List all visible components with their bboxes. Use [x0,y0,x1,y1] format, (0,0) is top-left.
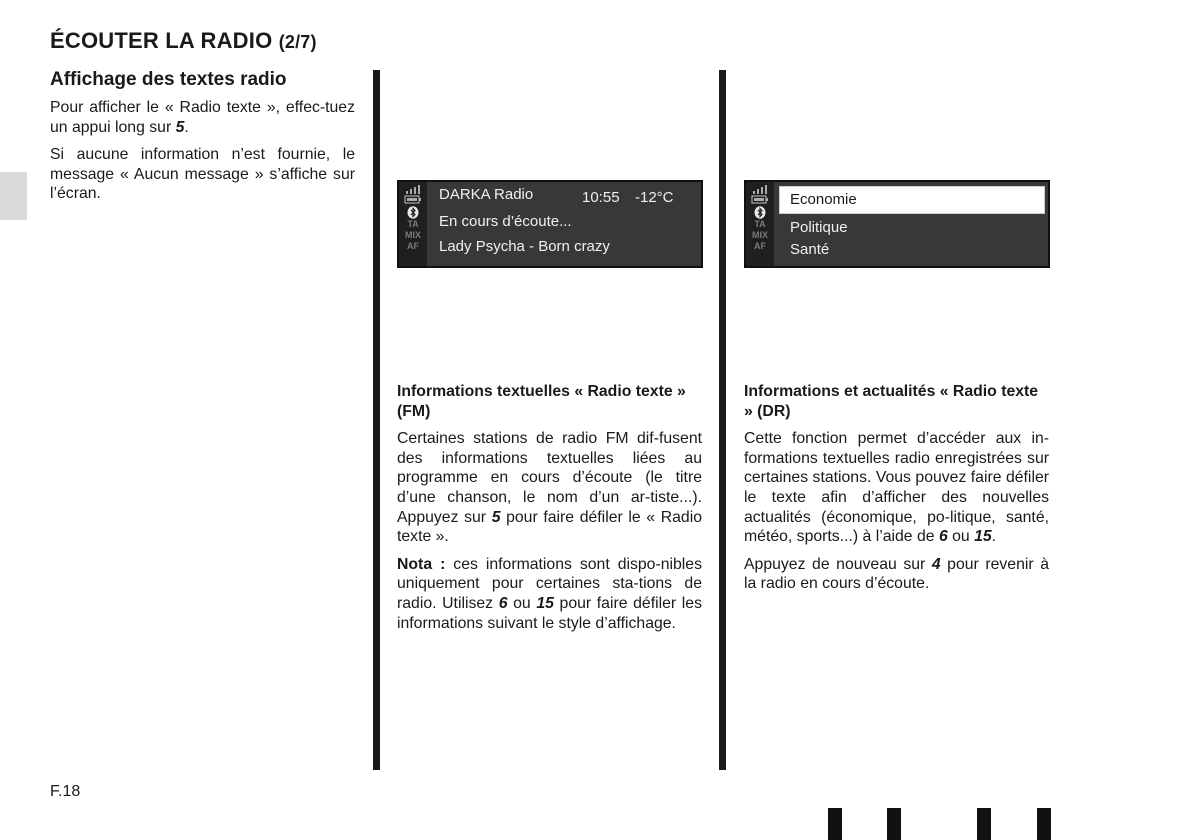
text-run: ou [947,528,975,546]
column-divider [373,70,380,770]
menu-item: Santé [790,241,830,258]
display-indicators [746,182,774,266]
bluetooth-icon [407,206,419,219]
text-run: ces informations sont dispo-nibles uniquement pour certaines sta-tions de radio. Utilisez [397,555,702,612]
clock: 10:55 [582,189,620,206]
radio-display-dr [744,180,1050,268]
signal-icon [405,185,421,194]
section-heading: Informations textuelles « Radio texte » (FM) [397,383,686,420]
text-run: ou [507,594,537,612]
battery-icon [751,195,769,204]
paragraph [397,429,702,547]
left-column [50,68,355,212]
mix-indicator: MIX [751,230,768,240]
outside-temperature: -12°C [635,189,674,206]
station-name: DARKA Radio [439,186,534,203]
nota-label: Nota : [397,555,446,573]
paragraph [744,429,1049,547]
key-ref: 4 [931,555,941,573]
column-divider [719,70,726,770]
paragraph: Si aucune information n’est fournie, le message « Aucun message » s’affiche sur l’écran. [50,146,355,203]
text-run: Cette fonction permet d’accéder aux in-formations textuelles radio enregistrées sur certaines stations. Vous pouvez faire défiler le texte afin d’afficher des nouvelles actualités (économique, po-litique, santé, météo, sports...) à l’aide de [744,430,1049,546]
text-run: Certaines stations de radio FM dif-fusent des informations textuelles liées au programme en cours d’écoute (le titre d’une chanson, le nom d’un ar-tiste...). Appuyez sur [397,430,702,526]
af-indicator: AF [407,241,419,251]
status-line: En cours d’écoute... [439,213,572,230]
paragraph [397,555,702,633]
menu-item: Politique [790,219,848,236]
text-run: Appuyez de nouveau sur [744,555,932,573]
battery-icon [404,195,422,204]
text-run: . [184,118,189,136]
text-run: . [991,528,997,546]
ta-indicator: TA [407,219,419,229]
menu-item-selected: Economie [790,191,857,208]
key-ref: 5 [491,508,501,526]
right-column [744,382,1049,602]
mix-indicator: MIX [404,230,421,240]
crop-mark [887,808,901,840]
ta-indicator: TA [754,219,766,229]
crop-mark [1037,808,1051,840]
section-heading: Affichage des textes radio [50,69,287,90]
crop-mark [828,808,842,840]
title-text: ÉCOUTER LA RADIO [50,28,273,53]
radio-text-line: Lady Psycha - Born crazy [439,238,610,255]
radio-display-fm [397,180,703,268]
display-indicators [399,182,427,266]
signal-icon [752,185,768,194]
text-run: pour faire défiler le « Radio texte ». [397,508,702,546]
af-indicator: AF [754,241,766,251]
section-heading: Informations et actualités « Radio texte » (DR) [744,383,1039,420]
key-ref: 6 [938,528,948,546]
page-title [50,28,317,54]
text-run: pour faire défiler les informations suivant le style d’affichage. [397,594,702,632]
text-run: pour revenir à la radio en cours d’écoute. [744,555,1049,593]
title-part: (2/7) [278,32,317,52]
crop-mark [977,808,991,840]
bluetooth-icon [754,206,766,219]
key-ref: 15 [974,528,992,546]
paragraph [50,98,355,137]
section-tab [0,172,27,220]
page-number: F.18 [50,783,81,800]
key-ref: 6 [498,594,508,612]
paragraph [744,555,1049,594]
key-ref: 5 [175,118,185,136]
key-ref: 15 [536,594,554,612]
middle-column [397,382,702,641]
text-run: Pour afficher le « Radio texte », effec-tuez un appui long sur [50,99,355,136]
